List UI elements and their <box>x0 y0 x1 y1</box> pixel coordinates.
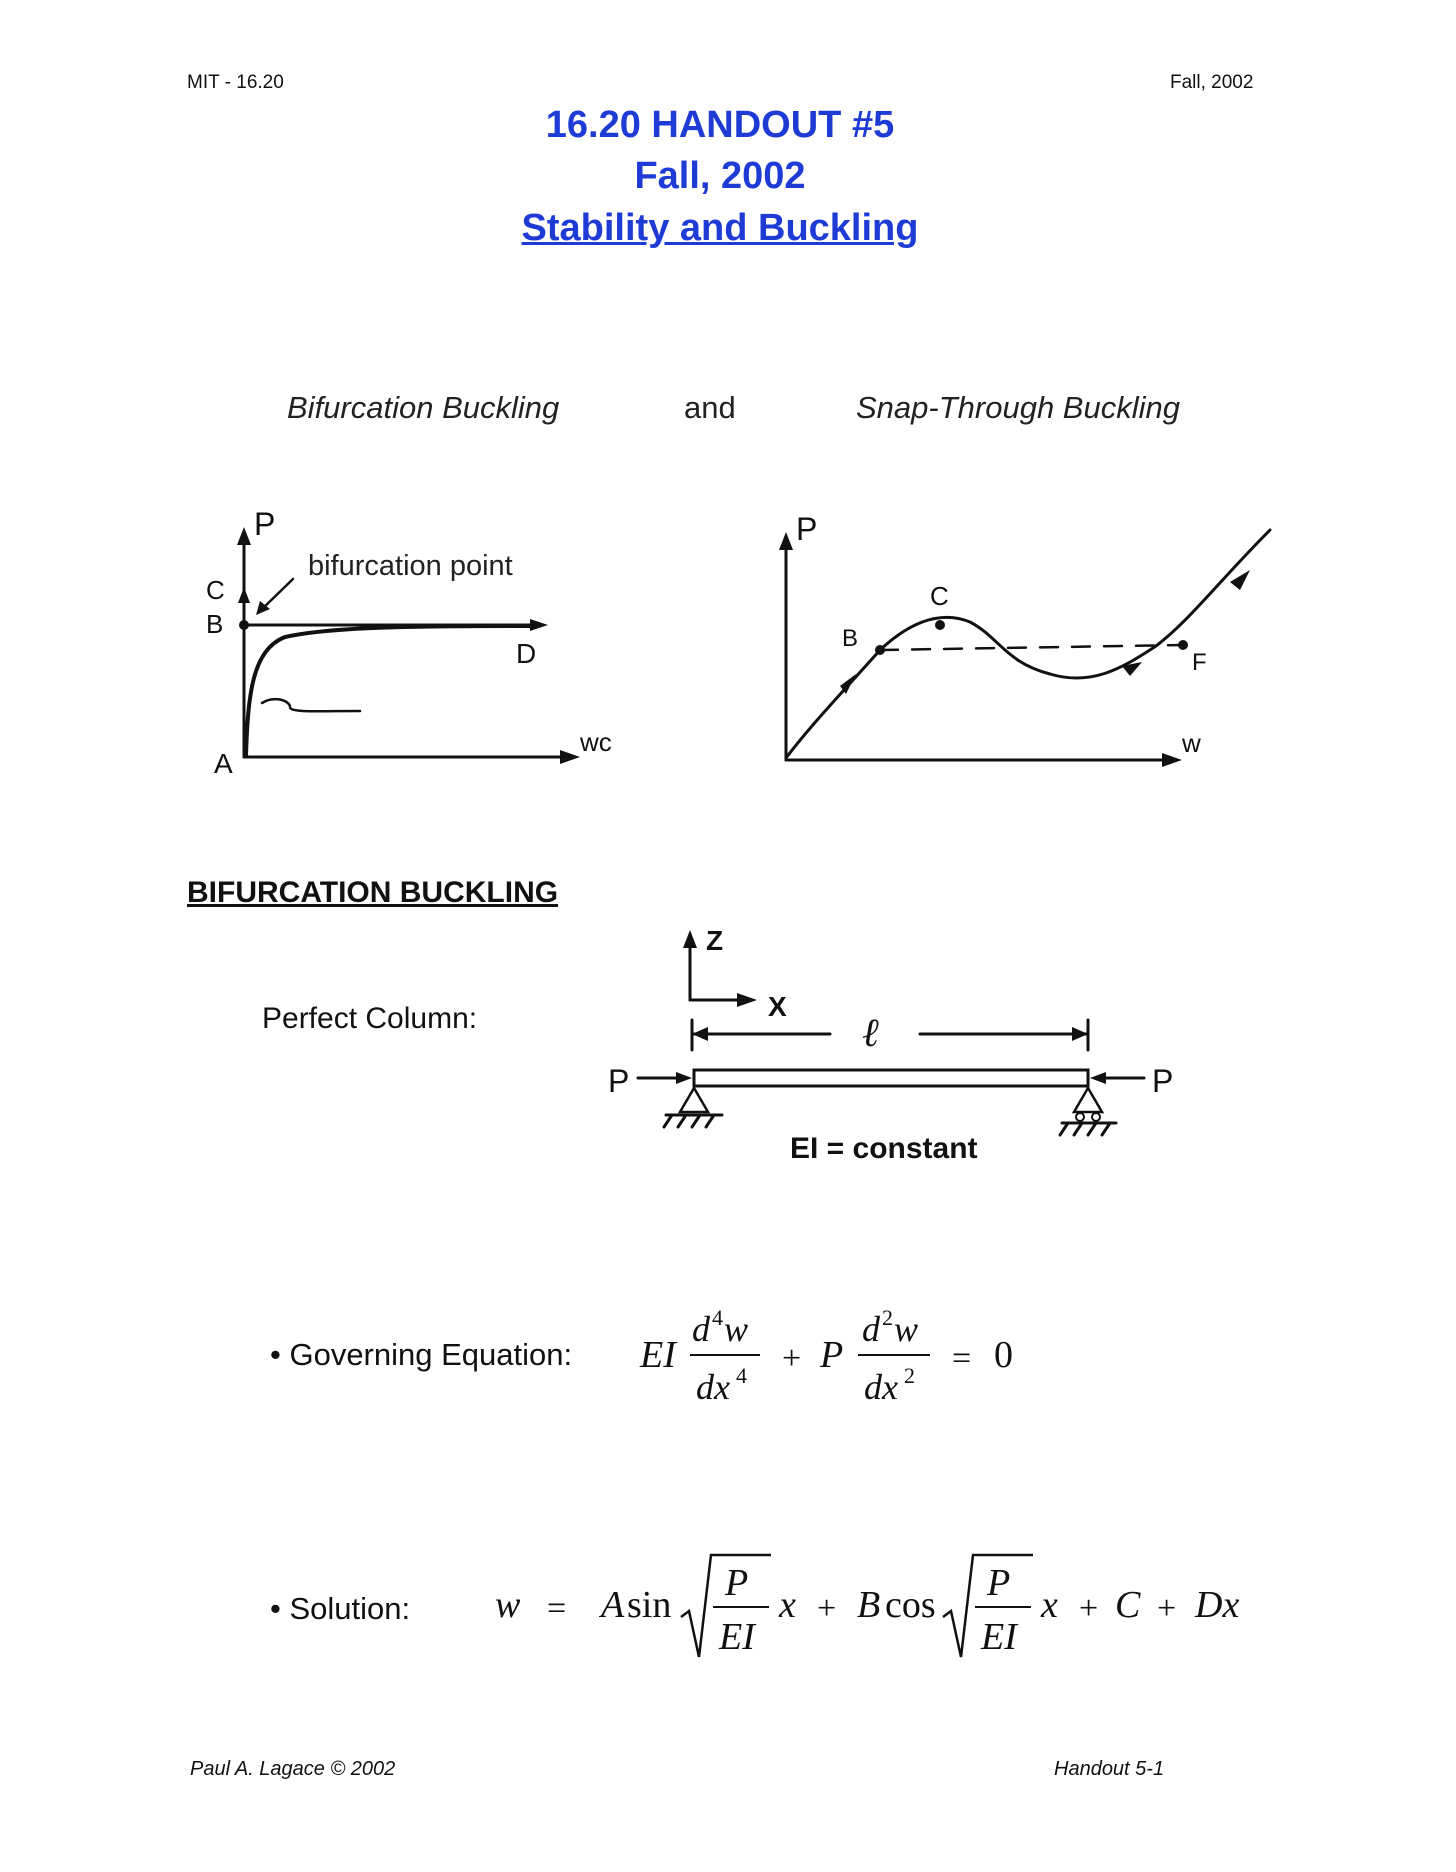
svg-text:EI: EI <box>640 1334 676 1376</box>
wc-axis-label: wc <box>580 727 612 757</box>
course-label: MIT - 16.20 <box>187 72 284 93</box>
svg-text:=: = <box>547 1590 567 1627</box>
svg-text:2: 2 <box>904 1363 915 1388</box>
svg-text:B: B <box>857 1584 881 1626</box>
solution-equation <box>485 1545 1265 1675</box>
left-load-label: P <box>608 1063 630 1099</box>
x-axis-label: X <box>768 991 787 1022</box>
bifurcation-point-label: bifurcation point <box>308 550 513 582</box>
snap-p-axis-label: P <box>796 511 818 547</box>
svg-text:A: A <box>601 1584 625 1626</box>
point-d-label: D <box>516 638 537 669</box>
snap-point-f-label: F <box>1192 649 1207 676</box>
z-axis-label: Z <box>706 925 724 956</box>
bifurcation-buckling-label: Bifurcation Buckling <box>287 390 560 425</box>
point-b-label: B <box>206 609 224 639</box>
handout-topic: Stability and Buckling <box>521 207 919 249</box>
svg-text:x: x <box>1041 1584 1058 1626</box>
governing-equation-label: • Governing Equation: <box>270 1337 573 1372</box>
p-axis-label: P <box>254 506 276 542</box>
section-heading: BIFURCATION BUCKLING <box>187 876 559 909</box>
column-diagram <box>600 920 1220 1170</box>
svg-text:4: 4 <box>736 1363 747 1388</box>
svg-text:=: = <box>952 1340 972 1377</box>
svg-text:d: d <box>692 1309 710 1349</box>
point-a-label: A <box>214 748 233 779</box>
svg-text:C: C <box>1115 1584 1141 1626</box>
svg-text:+: + <box>1157 1590 1177 1627</box>
imperfect-curve <box>246 626 530 755</box>
svg-text:+: + <box>817 1590 837 1627</box>
svg-text:sin: sin <box>627 1584 672 1626</box>
snap-through-buckling-label: Snap-Through Buckling <box>856 390 1180 425</box>
handout-title: 16.20 HANDOUT #5 <box>545 104 895 146</box>
solution-label: • Solution: <box>270 1591 411 1626</box>
term-label: Fall, 2002 <box>1170 72 1254 93</box>
right-load-label: P <box>1152 1063 1174 1099</box>
svg-text:dx: dx <box>864 1367 898 1407</box>
y-axis-arrowhead <box>237 527 251 545</box>
svg-text:cos: cos <box>885 1584 936 1626</box>
x-axis-arrowhead <box>560 750 580 764</box>
svg-text:P: P <box>820 1334 844 1376</box>
governing-equation <box>630 1295 1050 1425</box>
perfect-column-label: Perfect Column: <box>262 1002 478 1035</box>
svg-text:EI: EI <box>981 1616 1017 1658</box>
svg-text:w: w <box>724 1309 749 1349</box>
svg-text:w: w <box>894 1309 919 1349</box>
w-axis-label: w <box>1182 728 1201 758</box>
svg-text:0: 0 <box>994 1334 1013 1376</box>
squiggle-mark <box>262 699 360 711</box>
snap-through-graph <box>770 490 1290 790</box>
page-number-footer: Handout 5-1 <box>1054 1758 1165 1780</box>
svg-text:P: P <box>987 1562 1011 1604</box>
snap-point-c-label: C <box>930 581 949 611</box>
bifurcation-graph <box>190 495 640 795</box>
svg-text:w: w <box>495 1584 521 1626</box>
snap-dashed-line <box>880 645 1183 650</box>
length-label: ℓ <box>862 1010 879 1055</box>
svg-text:Dx: Dx <box>1195 1584 1240 1626</box>
svg-text:dx: dx <box>696 1367 730 1407</box>
snap-through-curve <box>786 530 1270 758</box>
svg-text:d: d <box>862 1309 880 1349</box>
point-c-label: C <box>206 575 225 605</box>
svg-text:+: + <box>1079 1590 1099 1627</box>
svg-text:EI: EI <box>719 1616 755 1658</box>
svg-text:P: P <box>725 1562 749 1604</box>
point-b-dot <box>239 620 249 630</box>
author-footer: Paul A. Lagace © 2002 <box>190 1758 396 1780</box>
and-label: and <box>684 390 736 425</box>
snap-point-b-label: B <box>842 625 859 652</box>
svg-text:4: 4 <box>712 1305 723 1330</box>
svg-text:2: 2 <box>882 1305 893 1330</box>
stiffness-label: EI = constant <box>790 1132 978 1165</box>
svg-text:+: + <box>782 1340 802 1377</box>
svg-text:x: x <box>779 1584 796 1626</box>
beam <box>694 1070 1088 1086</box>
handout-term: Fall, 2002 <box>634 155 806 197</box>
